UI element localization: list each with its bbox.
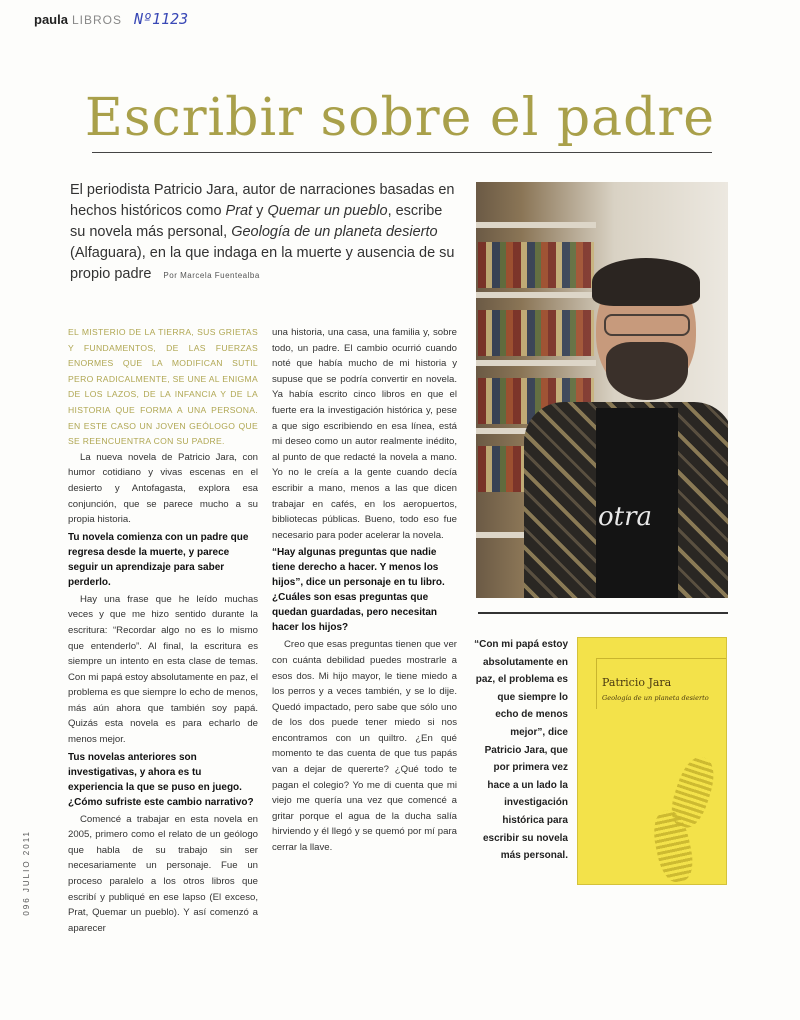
bookshelf-books <box>478 310 594 356</box>
bookshelf-plank <box>476 360 596 366</box>
body-paragraph: Comencé a trabajar en esta novela en 2005, primero como el relato de un geólogo que habla de su trabajo sin ser necesariamente un personaje. Fue un proceso paralelo a los otros libros que escribí y publiqué en ese lapso (El exceso, Prat, Quemar un pueblo). Y así comenzó a aparecer <box>68 813 258 934</box>
article-title: Escribir sobre el padre <box>84 88 716 148</box>
body-paragraph: una historia, una casa, una familia y, sobre todo, un padre. El cambio ocurrió cuando noté que había mucho de mi historia y supuse que se podría convertir en novela. Ya había escrito cinco libros en que el fuerte era la investigación histórica y, pese a que sigo escribiendo en esa línea, está mi deseo como un autor realmente inédito, al punto de que redacté la novela a mano. Yo no le creía a la gente cuando decía escribir a mano, menos a las que dicen trabajar en cafés, en los aeropuertos, bibliotecas públicas. Bueno, todo eso fue necesario para poder acelerar la novela. <box>272 327 457 541</box>
page-folio: 096 JULIO 2011 <box>22 830 31 916</box>
handwritten-issue-note: Nº1123 <box>133 10 189 28</box>
book-cover-author: Patricio Jara <box>602 676 672 689</box>
tshirt-print: otra <box>598 502 653 532</box>
book-cover-title: Geología de un planeta desierto <box>602 694 709 702</box>
pull-quote: “Con mi papá estoy absolutamente en paz, el problema es que siempre lo echo de menos mejor”, dice Patricio Jara, que por primera vez hace a un lado la investigación histórica para escribir su novela más personal. <box>474 639 568 862</box>
interview-question: Tus novelas anteriores son investigativas, y ahora es tu experiencia la que se puso en juego. ¿Cómo sufriste este cambio narrativo? <box>68 751 254 808</box>
page-header <box>34 10 188 28</box>
bookshelf-books <box>478 242 594 288</box>
author-hair <box>592 258 700 306</box>
photo-separator <box>478 612 728 614</box>
book-cover <box>577 637 727 885</box>
section-label: LIBROS <box>71 13 122 27</box>
bookshelf-plank <box>476 292 596 298</box>
bookshelf-plank <box>476 222 596 228</box>
lead-book-title: Quemar un pueblo <box>267 203 388 219</box>
lead-text: (Alfaguara), en la que indaga en la muerte y ausencia de su propio padre <box>70 245 455 282</box>
lead-book-title: Geología de un planeta desierto <box>231 224 438 240</box>
magazine-brand: paula <box>34 12 68 27</box>
glasses-icon <box>604 314 690 336</box>
interview-question: Tu novela comienza con un padre que regresa desde la muerte, y parece seguir un aprendizaje para saber perderlo. <box>68 531 249 588</box>
lead-text: , escribe su novela más personal, <box>70 203 443 240</box>
lead-text: y <box>252 203 268 219</box>
lead-book-title: Prat <box>225 203 253 219</box>
byline: Por Marcela Fuentealba <box>163 271 260 280</box>
body-paragraph: Creo que esas preguntas tienen que ver con cuánta debilidad puedes mostrarle a esos dos. Mi hijo mayor, le tiene miedo a los perros y a veces también, y se lo dije. Quedó impactado, pero sabe que sólo uno de los dos puede tener miedo si nos encontramos con un quiltro. ¿En qué momento te das cuenta de que tus papás van a dejar de quererte? ¿Qué todo te pagan el colegio? Yo me di cuenta que mi viejo me quería una vez que comencé a gritar porque el agua de la ducha salía hirviendo y él llegó y se quemó por mí para cerrar la llave. <box>272 639 457 854</box>
article-lead <box>70 180 455 286</box>
lead-text: El periodista Patricio Jara, autor de narraciones basadas en hechos históricos como <box>70 182 455 219</box>
body-paragraph: Hay una frase que he leído muchas veces y que me hizo sentido durante la escritura: “Recordar algo no es lo mismo que entenderlo”. Al final, la escritura es siempre un intento en esta clase de temas. Con mi papá estoy absolutamente en paz, el problema es que siempre lo echo de menos, más aún ahora que también soy papá. Quizás esta novela es para echarlo de menos mejor. <box>68 593 258 746</box>
interview-question: “Hay algunas preguntas que nadie tiene derecho a hacer. Y menos los hijos”, dice un personaje en tu libro. ¿Cuáles son esas preguntas que quedan guardadas, pero necesitan hacer los hijos? <box>272 547 445 634</box>
title-rule <box>92 152 712 153</box>
body-paragraph: La nueva novela de Patricio Jara, con humor cotidiano y vivas escenas en el desierto y Antofagasta, explora esa conjunción, que se parece mucho a su propia historia. <box>68 451 258 526</box>
body-column-1 <box>68 325 258 936</box>
author-beard <box>606 342 688 400</box>
article-intro: EL MISTERIO DE LA TIERRA, SUS GRIETAS Y FUNDAMENTOS, DE LAS FUERZAS ENORMES QUE LA MODIFICAN SUTIL PERO RADICALMENTE, SE UNE AL ENIGMA DE LOS LAZOS, DE LA INFANCIA Y DE LA HISTORIA QUE FORMA A UNA PERSONA. EN ESTE CASO UN JOVEN GEÓLOGO QUE SE REENCUENTRA CON SU PADRE. <box>68 327 258 447</box>
body-column-2 <box>272 325 457 856</box>
author-photo <box>476 182 728 598</box>
